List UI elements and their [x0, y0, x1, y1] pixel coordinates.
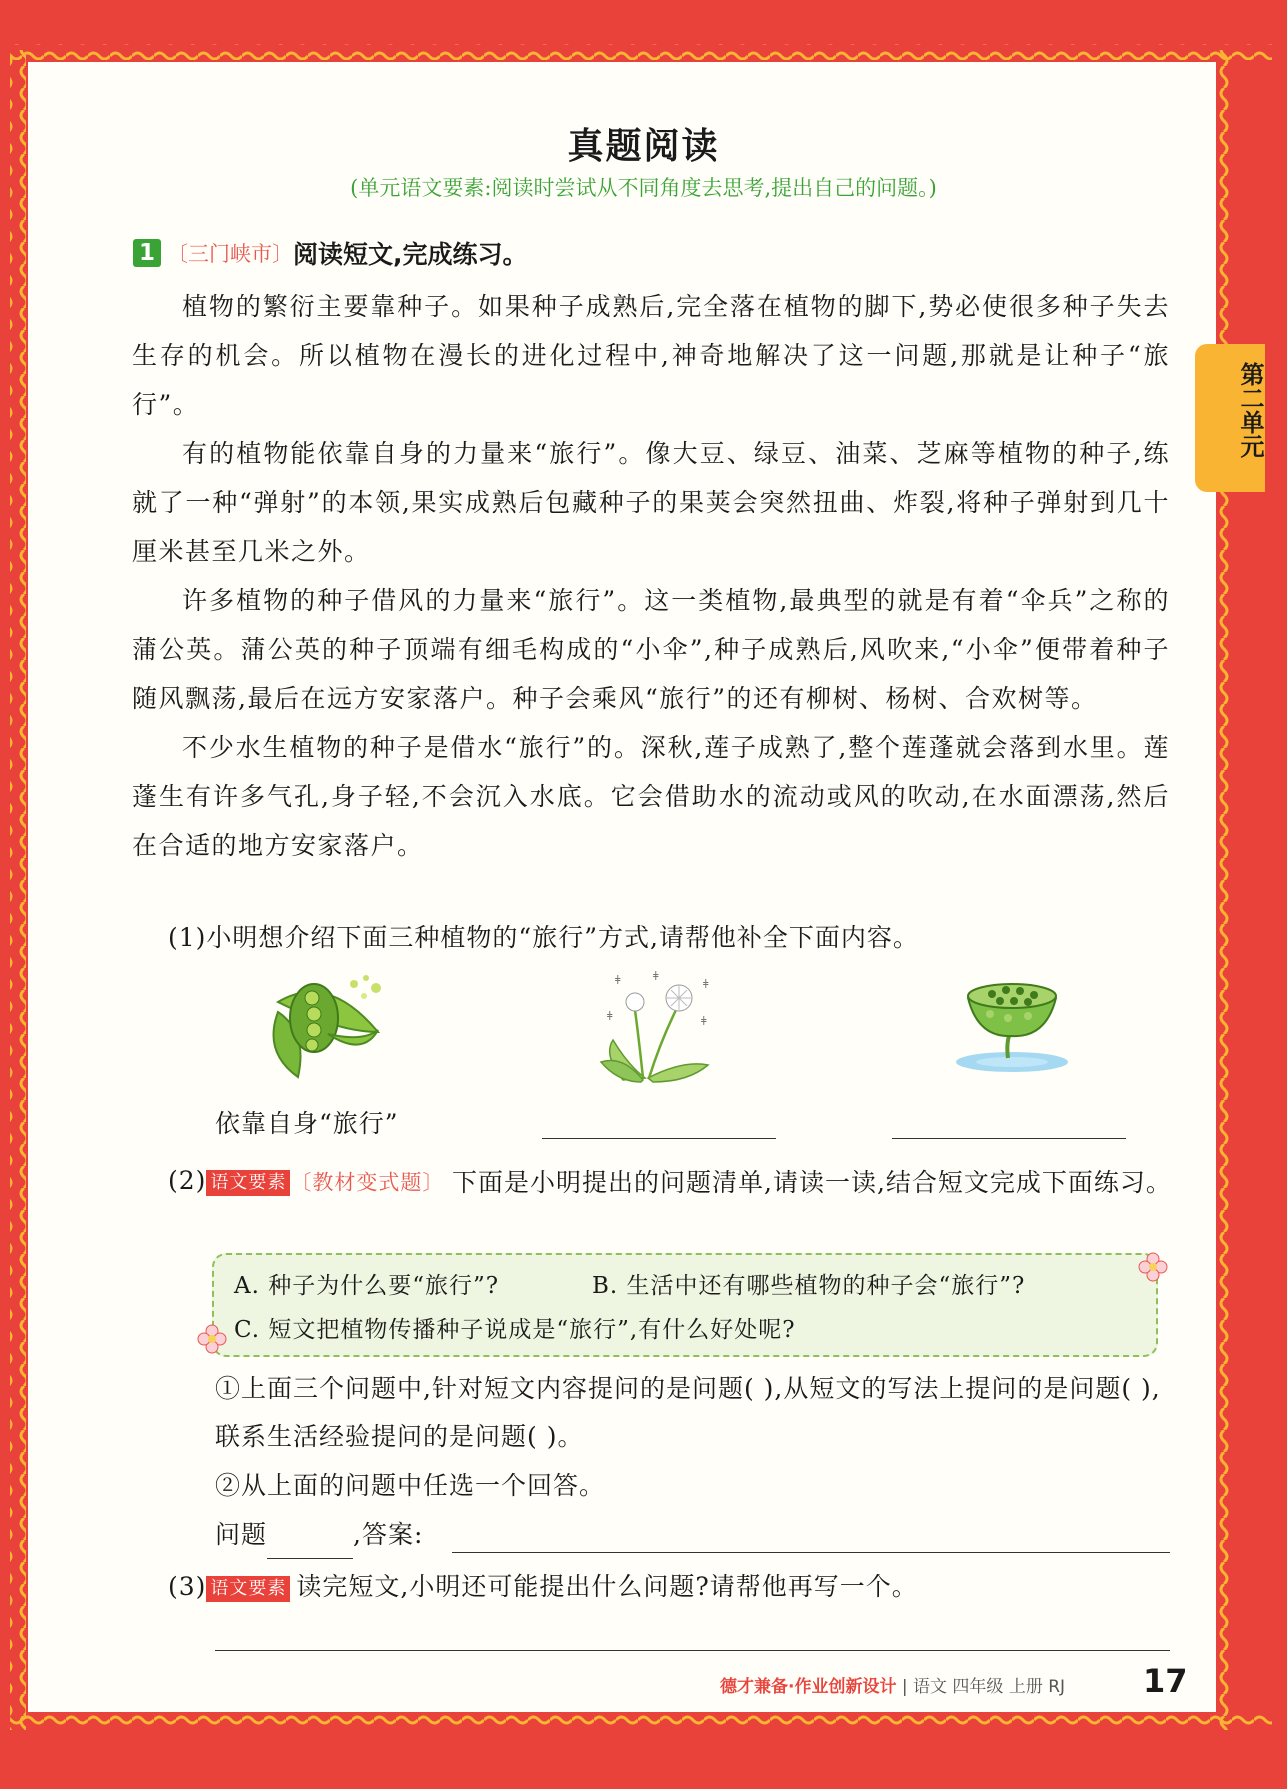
question-source: 〔三门峡市〕	[167, 242, 293, 266]
subquestion-3-number: (3)	[168, 1572, 207, 1601]
question-option-a: A. 种子为什么要“旅行”?	[234, 1273, 500, 1299]
subquestion-2-number: (2)	[168, 1166, 207, 1195]
svg-text:ǂ: ǂ	[607, 1009, 613, 1023]
subquestion-2	[168, 1157, 1173, 1207]
page-title: 真题阅读	[567, 126, 720, 167]
subquestion-3-text: 读完短文,小明还可能提出什么问题?请帮他再写一个。	[296, 1572, 918, 1601]
unit-element-subtitle: (单元语文要素:阅读时尝试从不同角度去思考,提出自己的问题。)	[350, 176, 937, 200]
lotus-pod-illustration	[950, 978, 1074, 1076]
subquestion-1: (1)小明想介绍下面三种植物的“旅行”方式,请帮他补全下面内容。	[168, 923, 919, 952]
footer-book-info: 语文 四年级 上册 RJ	[913, 1677, 1066, 1697]
question-label: 问题	[215, 1520, 268, 1549]
answer-blank-line[interactable]	[452, 1552, 1170, 1553]
subquestion-2-part-1: ①上面三个问题中,针对短文内容提问的是问题( ),从短文的写法上提问的是问题( ),联系生活经验提问的是问题( )。	[215, 1374, 1161, 1451]
question-option-c: C. 短文把植物传播种子说成是“旅行”,有什么好处呢?	[234, 1317, 796, 1343]
passage-paragraph: 有的植物能依靠自身的力量来“旅行”。像大豆、绿豆、油菜、芝麻等植物的种子,练就了一种“弹射”的本领,果实成熟后包藏种子的果荚会突然扭曲、炸裂,将种子弹射到几十厘米甚至几米之外。	[132, 439, 1170, 566]
unit-tab-label: 第二单元	[1236, 362, 1264, 458]
subquestion-2-text: 下面是小明提出的问题清单,请读一读,结合短文完成下面练习。	[452, 1167, 1172, 1197]
answer-blank-line[interactable]	[215, 1650, 1170, 1651]
reading-passage	[132, 282, 1170, 870]
svg-text:ǂ: ǂ	[703, 977, 709, 991]
question-choice-blank[interactable]	[267, 1528, 353, 1559]
dandelion-illustration	[593, 970, 723, 1088]
question-option-b: B. 生活中还有哪些植物的种子会“旅行”?	[592, 1273, 1026, 1299]
passage-paragraph: 不少水生植物的种子是借水“旅行”的。深秋,莲子成熟了,整个莲蓬就会落到水里。莲蓬生有许多气孔,身子轻,不会沉入水底。它会借助水的流动或风的吹动,在水面漂荡,然后在合适的地方安家落户。	[132, 733, 1170, 860]
svg-text:ǂ: ǂ	[615, 973, 621, 987]
svg-text:ǂ: ǂ	[653, 970, 659, 983]
question-number: 1	[133, 239, 161, 267]
question-list-box	[212, 1253, 1158, 1357]
answer-blank-lotus[interactable]	[892, 1138, 1126, 1139]
answer-blank-dandelion[interactable]	[542, 1138, 776, 1139]
flower-decoration-icon	[195, 1322, 229, 1356]
textbook-variant-tag: 〔教材变式题〕	[290, 1170, 445, 1195]
language-element-tag: 语文要素	[206, 1576, 290, 1602]
answer-label: ,答案:	[353, 1520, 424, 1549]
question-title: 阅读短文,完成练习。	[293, 240, 528, 269]
pea-pod-illustration	[268, 972, 396, 1084]
passage-paragraph: 许多植物的种子借风的力量来“旅行”。这一类植物,最典型的就是有着“伞兵”之称的蒲公英。蒲公英的种子顶端有细毛构成的“小伞”,种子成熟后,风吹来,“小伞”便带着种子随风飘荡,最后在远方安家落户。种子会乘风“旅行”的还有柳树、杨树、合欢树等。	[132, 586, 1170, 713]
svg-text:ǂ: ǂ	[701, 1014, 707, 1028]
footer-brand-name: 德才兼备·作业创新设计	[720, 1677, 897, 1697]
self-travel-label: 依靠自身“旅行”	[215, 1109, 399, 1138]
flower-decoration-icon	[1136, 1250, 1170, 1284]
language-element-tag: 语文要素	[206, 1170, 290, 1196]
page-number: 17	[1143, 1662, 1188, 1700]
subquestion-2-part-2: ②从上面的问题中任选一个回答。	[215, 1471, 606, 1500]
passage-paragraph: 植物的繁衍主要靠种子。如果种子成熟后,完全落在植物的脚下,势必使很多种子失去生存的机会。所以植物在漫长的进化过程中,神奇地解决了这一问题,那就是让种子“旅行”。	[132, 292, 1170, 419]
subquestion-3	[168, 1563, 1173, 1611]
unit-side-tab	[1195, 344, 1265, 492]
question-heading	[133, 235, 528, 271]
footer-brand: 德才兼备·作业创新设计 | 语文 四年级 上册 RJ	[720, 1677, 1066, 1697]
